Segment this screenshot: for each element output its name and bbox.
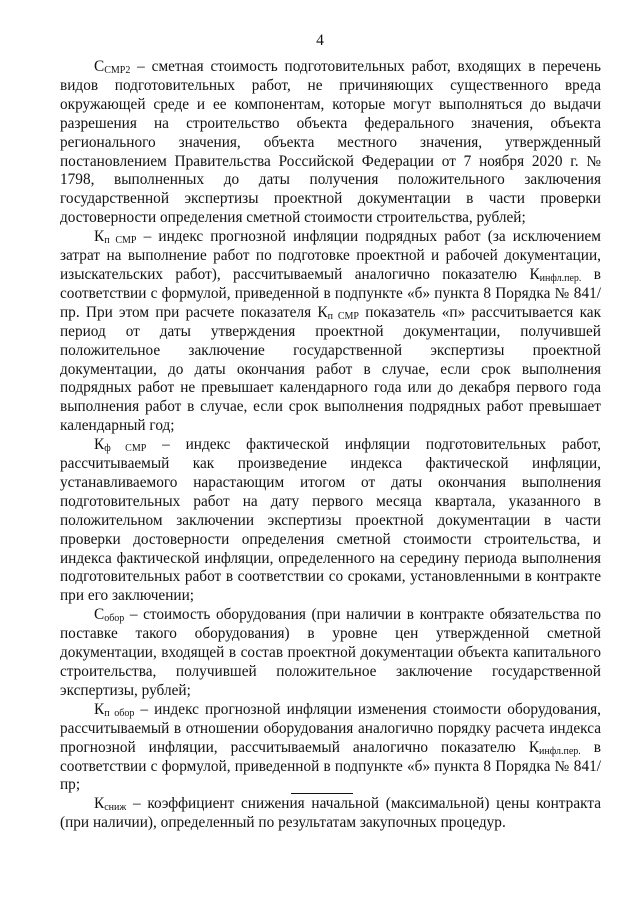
symbol-subscript: сниж (104, 802, 127, 814)
paragraph-k-p-smr (60, 228, 601, 436)
symbol-subscript: СМР2 (104, 65, 131, 76)
paragraph-text: в соответствии с формулой, приведенной в подпункте «б» пункта 8 Порядка № 841/пр; (60, 738, 601, 794)
document-body (60, 58, 601, 833)
paragraph-text: – сметная стоимость подготовительных работ, входящих в перечень видов подготовительных работ, не причиняющих существенного вреда окружающей среде и ее компонентам, которые могут выполняться до выдачи разрешения на строительство объекта федерального значения, объекта регионального значения, объекта местного значения, утвержденный постановлением Правительства Российской Федерации от 7 ноября 2020 г. № 1798, выполненных до даты получения положительного заключения государственной экспертизы проектной документации в части проверки достоверности определения сметной стоимости строительства, рублей; (60, 58, 601, 227)
paragraph-text: в соответствии с формулой, приведенной в подпункте «б» пункта 8 Порядка № 841/пр. При этом при расчете показателя К (60, 265, 601, 321)
symbol-subscript: ф СМР (104, 443, 147, 455)
paragraph-k-f-smr (60, 436, 601, 606)
paragraph-c-obor (60, 606, 601, 701)
paragraph-text: – индекс прогнозной инфляции изменения стоимости оборудования, рассчитываемый в отношении оборудования аналогично порядку расчета индекса прогнозной инфляции, рассчитываемый аналогично показателю К (60, 700, 601, 756)
closing-divider (291, 793, 353, 794)
symbol-subscript: п обор (104, 707, 135, 719)
symbol-subscript: п СМР (327, 310, 359, 322)
symbol: К (94, 228, 105, 246)
page-number: 4 (316, 32, 324, 49)
paragraph-k-snizh (60, 795, 601, 833)
symbol: С (94, 606, 105, 624)
symbol: К (94, 795, 105, 813)
paragraph-text: – индекс фактической инфляции подготовительных работ, рассчитываемый как произведение индекса фактической инфляции, устанавливаемого нарастающим итогом от даты окончания выполнения подготовительных работ на дату первого месяца квартала, указанного в положительном заключении экспертизы проектной документации в части проверки достоверности определения сметной стоимости строительства, и индекса фактической инфляции, определенного на середину периода выполнения подготовительных работ в соответствии со сроками, установленными в контракте при его заключении; (60, 436, 601, 605)
paragraph-k-p-obor (60, 701, 601, 796)
paragraph-text: показатель «п» рассчитывается как период от даты утверждения проектной документации, получившей положительное заключение государственной экспертизы проектной документации, до даты окончания работ в случае, если срок выполнения подрядных работ не превышает календарного года или до декабря первого года выполнения работ в случае, если срок выполнения подрядных работ превышает календарный год; (60, 303, 601, 435)
symbol-subscript: обор (104, 613, 125, 625)
paragraph-text: – коэффициент снижения начальной (максимальной) цены контракта (при наличии), определенный по результатам закупочных процедур. (60, 795, 601, 832)
symbol-subscript: п СМР (104, 235, 137, 247)
symbol: С (94, 58, 105, 75)
symbol: К (94, 436, 105, 454)
paragraph-text: – стоимость оборудования (при наличии в контракте обязательства по поставке такого оборудования) в уровне цен утвержденной сметной документации, входящей в состав проектной документации объекта капитального строительства, получившей положительное заключение государственной экспертизы, рублей; (60, 606, 601, 699)
symbol-subscript: инфл.пер. (539, 745, 581, 757)
symbol-subscript: инфл.пер. (539, 272, 582, 284)
symbol: К (94, 700, 105, 718)
paragraph-c-smr2 (60, 58, 601, 228)
paragraph-text: – индекс прогнозной инфляции подрядных работ (за исключением затрат на выполнение работ по подготовке проектной и рабочей документации, изыскательских работ), рассчитываемый аналогично показателю К (60, 228, 601, 283)
